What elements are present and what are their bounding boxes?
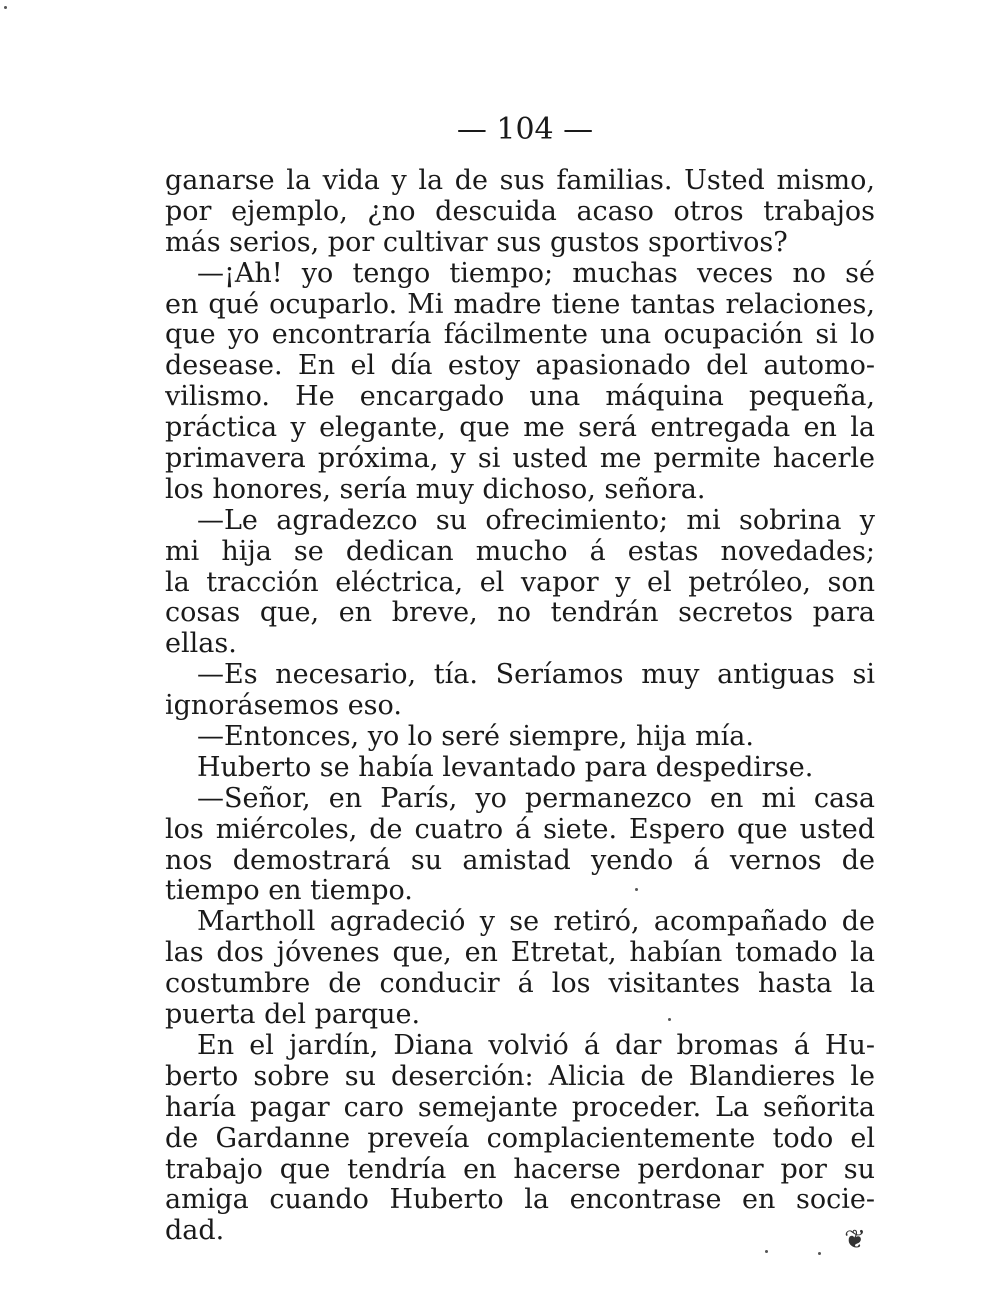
text-line: las dos jóvenes que, en Etretat, habían tomado la (165, 938, 875, 969)
text-line: la tracción eléctrica, el vapor y el petróleo, son (165, 567, 875, 598)
ornament-icon: ❦ (844, 1225, 866, 1255)
print-speck (635, 888, 638, 891)
text-line: ganarse la vida y la de sus familias. Usted mismo, (165, 166, 875, 196)
text-line: práctica y elegante, que me será entregada en la (165, 413, 875, 444)
print-speck (765, 1250, 768, 1253)
text-line: puerta del parque. (165, 1000, 421, 1031)
text-line: en qué ocuparlo. Mi madre tiene tantas relaciones, (165, 289, 875, 320)
text-line: —¡Ah! yo tengo tiempo; muchas veces no sé (197, 258, 875, 289)
text-line: que yo encontraría fácilmente una ocupación si lo (165, 320, 875, 351)
text-line: desease. En el día estoy apasionado del automo- (165, 351, 875, 382)
text-line: tiempo en tiempo. (165, 876, 413, 907)
text-line: —Señor, en París, yo permanezco en mi casa (197, 783, 875, 814)
print-speck (668, 1018, 671, 1021)
print-speck (818, 1252, 821, 1255)
text-line: ignorásemos eso. (165, 691, 402, 722)
text-line: cosas que, en breve, no tendrán secretos para (165, 598, 875, 629)
text-line: ellas. (165, 629, 237, 660)
text-line: —Es necesario, tía. Seríamos muy antiguas si (197, 660, 875, 691)
text-line: vilismo. He encargado una máquina pequeña, (165, 382, 875, 413)
text-line: primavera próxima, y si usted me permite hacerle (165, 444, 875, 475)
text-line: nos demostrará su amistad yendo á vernos de (165, 845, 875, 876)
text-line: —Entonces, yo lo seré siempre, hija mía. (197, 722, 754, 753)
text-line: costumbre de conducir á los visitantes hasta la (165, 969, 875, 1000)
text-line: los miércoles, de cuatro á siete. Espero que usted (165, 814, 875, 845)
text-line: berto sobre su deserción: Alicia de Blandieres le (165, 1061, 875, 1092)
text-line: —Le agradezco su ofrecimiento; mi sobrina y (197, 505, 875, 536)
text-line: haría pagar caro semejante proceder. La señorita (165, 1092, 875, 1123)
text-line: Huberto se había levantado para despedirse. (197, 752, 814, 783)
text-line: trabajo que tendría en hacerse perdonar por su (165, 1154, 875, 1185)
text-line: más serios, por cultivar sus gustos sportivos? (165, 227, 788, 258)
text-line: amiga cuando Huberto la encontrase en socie- (165, 1185, 875, 1216)
print-speck (4, 6, 7, 9)
page-number: — 104 — (456, 112, 594, 147)
text-line: por ejemplo, ¿no descuida acaso otros trabajos (165, 196, 875, 227)
body-text (165, 166, 875, 1247)
text-line: En el jardín, Diana volvió á dar bromas á Hu- (197, 1030, 875, 1061)
text-line: mi hija se dedican mucho á estas novedades; (165, 536, 875, 567)
text-line: dad. (165, 1216, 225, 1247)
text-line: de Gardanne preveía complacientemente todo el (165, 1123, 875, 1154)
text-line: Martholl agradeció y se retiró, acompañado de (197, 907, 875, 938)
text-line: los honores, sería muy dichoso, señora. (165, 474, 706, 505)
